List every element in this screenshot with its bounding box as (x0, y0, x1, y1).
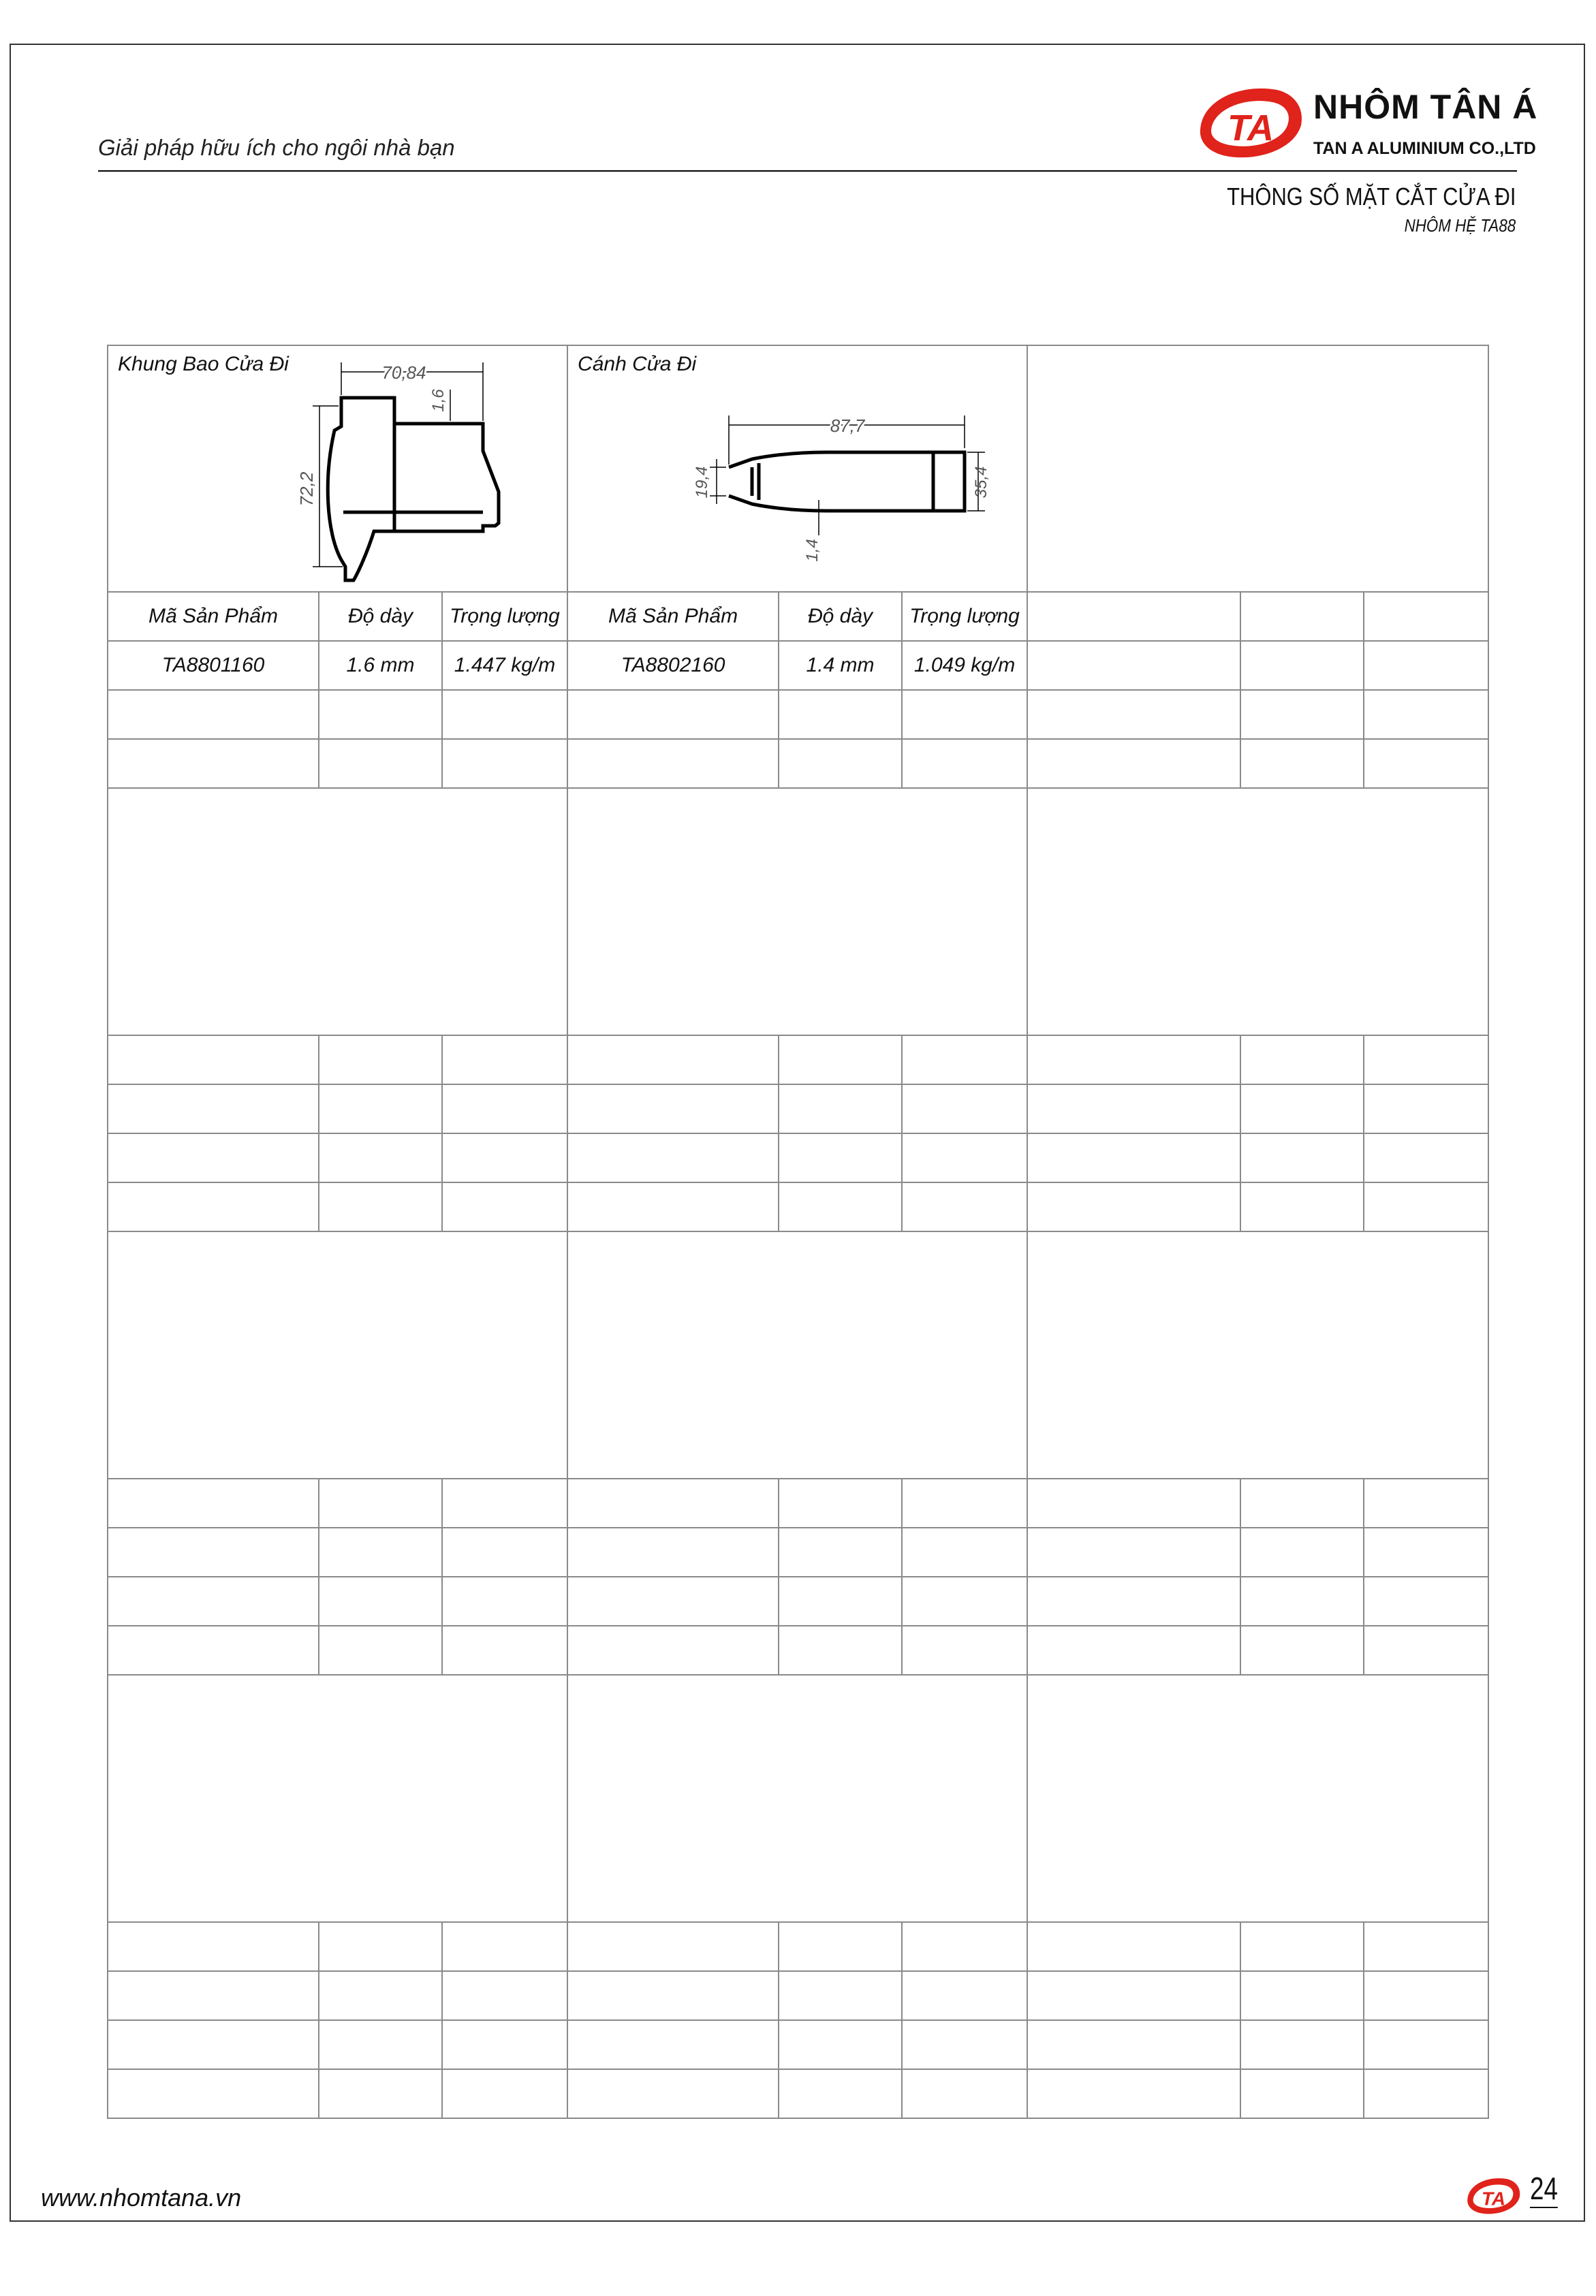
profile-cell-sash (567, 345, 1027, 592)
table-row (108, 1035, 1488, 1084)
logo-letters: TA (1481, 2188, 1506, 2209)
table-row (108, 1528, 1488, 1577)
dim-wall: 1,6 (429, 389, 448, 412)
dim-wall: 1,4 (803, 539, 822, 562)
table-row (108, 1577, 1488, 1626)
brand-name: NHÔM TÂN Á (1313, 88, 1538, 126)
table-row (108, 1626, 1488, 1675)
brand-subtitle: TAN A ALUMINIUM CO.,LTD (1313, 139, 1536, 158)
product-thickness: 1.4 mm (779, 641, 902, 690)
header-divider (98, 170, 1517, 172)
profile-label: Khung Bao Cửa Đi (118, 353, 289, 375)
table-header-row (108, 592, 1488, 641)
column-header: Trọng lượng (902, 592, 1027, 641)
image-row (108, 345, 1488, 592)
website-link[interactable]: www.nhomtana.vn (41, 2184, 242, 2212)
column-header: Độ dày (779, 592, 902, 641)
table-row (108, 1971, 1488, 2020)
image-row (108, 788, 1488, 1035)
frame-profile-drawing (265, 356, 551, 587)
dim-height: 72,2 (296, 471, 317, 507)
logo-letters: TA (1227, 108, 1274, 148)
image-row (108, 1231, 1488, 1479)
product-thickness: 1.6 mm (319, 641, 442, 690)
product-code: TA8801160 (108, 641, 319, 690)
company-logo (1192, 80, 1538, 162)
table-row (108, 1479, 1488, 1528)
sash-profile-drawing (693, 377, 991, 575)
dim-right: 35,4 (972, 466, 991, 499)
table-row (108, 2069, 1488, 2118)
profile-spec-table (107, 345, 1489, 2119)
profile-label: Cánh Cửa Đi (578, 353, 697, 375)
column-header: Mã Sản Phẩm (567, 592, 779, 641)
table-row (108, 1922, 1488, 1971)
product-weight: 1.049 kg/m (902, 641, 1027, 690)
footer-logo-icon (1463, 2174, 1523, 2216)
table-row (108, 1133, 1488, 1182)
table-row (108, 641, 1488, 690)
dim-width: 70,84 (381, 362, 426, 383)
tan-a-logo-icon (1192, 80, 1308, 162)
page-number: 24 (1530, 2170, 1558, 2208)
table-row (108, 1182, 1488, 1231)
table-row (108, 739, 1488, 788)
table-row (108, 1084, 1488, 1133)
profile-cell-empty (1027, 345, 1488, 592)
table-row (108, 2020, 1488, 2069)
document-title: THÔNG SỐ MẶT CẮT CỬA ĐI (1226, 183, 1516, 210)
column-header: Trọng lượng (442, 592, 567, 641)
column-header: Độ dày (319, 592, 442, 641)
dim-left: 19,4 (693, 466, 712, 499)
image-row (108, 1675, 1488, 1922)
tagline: Giải pháp hữu ích cho ngôi nhà bạn (98, 135, 455, 160)
dim-width: 87,7 (830, 415, 865, 436)
product-weight: 1.447 kg/m (442, 641, 567, 690)
product-code: TA8802160 (567, 641, 779, 690)
profile-cell-frame (108, 345, 567, 592)
table-row (108, 690, 1488, 739)
document-subtitle: NHÔM HỆ TA88 (1404, 215, 1516, 236)
column-header: Mã Sản Phẩm (108, 592, 319, 641)
